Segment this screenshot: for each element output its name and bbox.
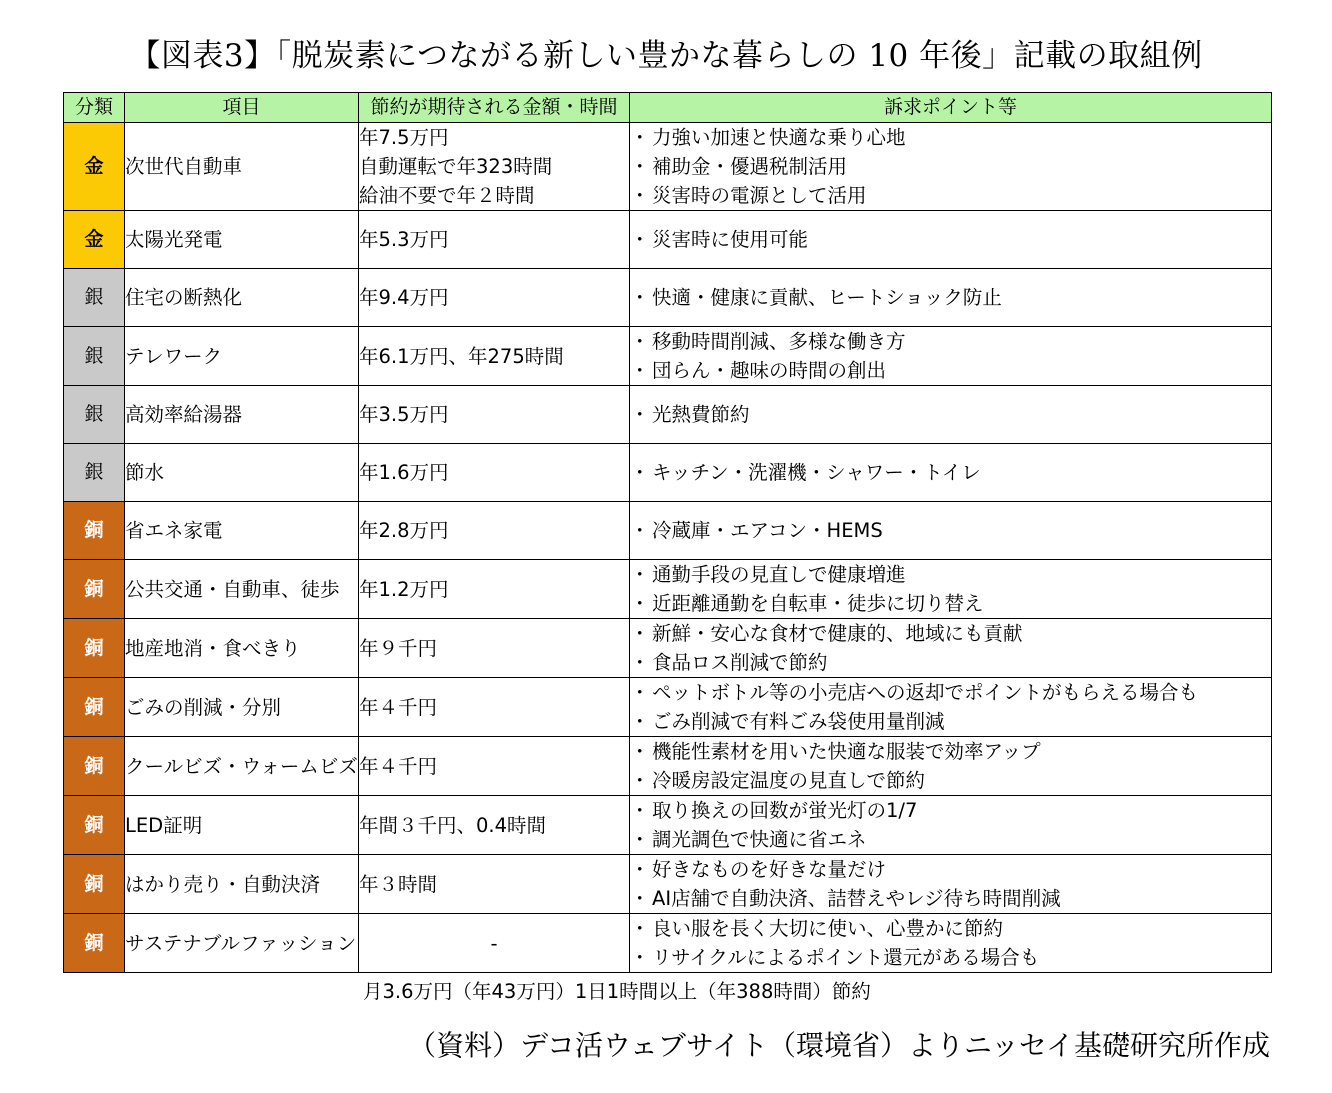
savings-summary: 月3.6万円（年43万円）1日1時間以上（年388時間）節約 bbox=[363, 980, 871, 1003]
bullet-icon: ・ bbox=[630, 563, 650, 586]
bullet-icon: ・ bbox=[630, 286, 650, 309]
table-row bbox=[64, 123, 1272, 211]
bullet-icon: ・ bbox=[630, 228, 650, 251]
amount-line: 年9.4万円 bbox=[359, 286, 449, 309]
table-row bbox=[64, 386, 1272, 444]
category-cell: 銅 bbox=[64, 678, 125, 737]
point-text: 冷蔵庫・エアコン・HEMS bbox=[652, 519, 883, 542]
point-line bbox=[630, 678, 1271, 707]
table-row bbox=[64, 619, 1272, 678]
point-line bbox=[630, 181, 1271, 210]
category-cell: 銅 bbox=[64, 855, 125, 914]
amount-cell bbox=[359, 796, 630, 855]
item-cell: 省エネ家電 bbox=[125, 502, 359, 560]
point-line bbox=[630, 225, 1271, 254]
point-text: ペットボトル等の小売店への返却でポイントがもらえる場合も bbox=[652, 681, 1199, 704]
point-line bbox=[630, 560, 1271, 589]
points-cell bbox=[630, 327, 1272, 386]
amount-line: 年1.6万円 bbox=[359, 461, 449, 484]
point-line bbox=[630, 619, 1271, 648]
header-category: 分類 bbox=[64, 93, 125, 123]
point-line bbox=[630, 884, 1271, 913]
bullet-icon: ・ bbox=[630, 461, 650, 484]
item-cell: 住宅の断熱化 bbox=[125, 269, 359, 327]
header-amount: 節約が期待される金額・時間 bbox=[359, 93, 630, 123]
point-text: AI店舗で自動決済、詰替えやレジ待ち時間削減 bbox=[652, 887, 1061, 910]
bullet-icon: ・ bbox=[630, 946, 650, 969]
item-cell: クールビズ・ウォームビズ bbox=[125, 737, 359, 796]
points-cell bbox=[630, 444, 1272, 502]
point-text: 新鮮・安心な食材で健康的、地域にも貢献 bbox=[652, 622, 1023, 645]
item-cell: テレワーク bbox=[125, 327, 359, 386]
point-line bbox=[630, 152, 1271, 181]
point-line bbox=[630, 283, 1271, 312]
bullet-icon: ・ bbox=[630, 828, 650, 851]
points-cell bbox=[630, 678, 1272, 737]
amount-line: 給油不要で年２時間 bbox=[359, 184, 535, 207]
amount-cell bbox=[359, 327, 630, 386]
bullet-icon: ・ bbox=[630, 622, 650, 645]
category-cell: 銅 bbox=[64, 502, 125, 560]
bullet-icon: ・ bbox=[630, 887, 650, 910]
points-cell bbox=[630, 269, 1272, 327]
table-row bbox=[64, 211, 1272, 269]
header-points: 訴求ポイント等 bbox=[630, 93, 1272, 123]
figure-title: 【図表3】「脱炭素につながる新しい豊かな暮らしの 10 年後」記載の取組例 bbox=[129, 38, 1203, 74]
amount-cell bbox=[359, 502, 630, 560]
initiatives-table bbox=[63, 92, 1272, 973]
point-text: 快適・健康に貢献、ヒートショック防止 bbox=[652, 286, 1002, 309]
item-cell: 高効率給湯器 bbox=[125, 386, 359, 444]
points-cell bbox=[630, 796, 1272, 855]
point-line bbox=[630, 914, 1271, 943]
amount-cell bbox=[359, 737, 630, 796]
item-cell: LED証明 bbox=[125, 796, 359, 855]
points-cell bbox=[630, 560, 1272, 619]
point-text: キッチン・洗濯機・シャワー・トイレ bbox=[652, 461, 981, 484]
points-cell bbox=[630, 123, 1272, 211]
amount-cell bbox=[359, 619, 630, 678]
point-text: 力強い加速と快適な乗り心地 bbox=[652, 126, 906, 149]
point-line bbox=[630, 356, 1271, 385]
point-text: 冷暖房設定温度の見直しで節約 bbox=[652, 769, 926, 792]
item-cell: 次世代自動車 bbox=[125, 123, 359, 211]
amount-cell bbox=[359, 855, 630, 914]
point-text: 食品ロス削減で節約 bbox=[652, 651, 828, 674]
amount-line: 年1.2万円 bbox=[359, 577, 449, 601]
point-text: 機能性素材を用いた快適な服装で効率アップ bbox=[652, 740, 1041, 763]
item-cell: 公共交通・自動車、徒歩 bbox=[125, 560, 359, 619]
amount-cell bbox=[359, 914, 630, 973]
points-cell bbox=[630, 914, 1272, 973]
bullet-icon: ・ bbox=[630, 155, 650, 178]
amount-cell bbox=[359, 444, 630, 502]
points-cell bbox=[630, 211, 1272, 269]
point-text: 好きなものを好きな量だけ bbox=[652, 858, 887, 881]
point-text: 災害時に使用可能 bbox=[652, 228, 809, 251]
bullet-icon: ・ bbox=[630, 330, 650, 353]
point-line bbox=[630, 458, 1271, 487]
points-cell bbox=[630, 386, 1272, 444]
point-line bbox=[630, 648, 1271, 677]
points-cell bbox=[630, 855, 1272, 914]
point-line bbox=[630, 855, 1271, 884]
source-note: （資料）デコ活ウェブサイト（環境省）よりニッセイ基礎研究所作成 bbox=[408, 1029, 1270, 1062]
bullet-icon: ・ bbox=[630, 592, 650, 615]
category-cell: 金 bbox=[64, 123, 125, 211]
bullet-icon: ・ bbox=[630, 799, 650, 822]
point-line bbox=[630, 825, 1271, 854]
amount-cell bbox=[359, 560, 630, 619]
point-text: 良い服を長く大切に使い、心豊かに節約 bbox=[652, 917, 1004, 940]
category-cell: 銅 bbox=[64, 560, 125, 619]
amount-cell bbox=[359, 211, 630, 269]
table-row bbox=[64, 327, 1272, 386]
point-line bbox=[630, 737, 1271, 766]
table-header-row bbox=[64, 93, 1272, 123]
amount-line: 年7.5万円 bbox=[359, 126, 449, 149]
amount-line: 年９千円 bbox=[359, 636, 438, 660]
bullet-icon: ・ bbox=[630, 769, 650, 792]
item-cell: 太陽光発電 bbox=[125, 211, 359, 269]
point-text: ごみ削減で有料ごみ袋使用量削減 bbox=[652, 710, 945, 733]
table-row bbox=[64, 444, 1272, 502]
category-cell: 銅 bbox=[64, 619, 125, 678]
table-row bbox=[64, 269, 1272, 327]
item-cell: サステナブルファッション bbox=[125, 914, 359, 973]
point-text: 近距離通勤を自転車・徒歩に切り替え bbox=[652, 592, 984, 615]
points-cell bbox=[630, 619, 1272, 678]
item-cell: ごみの削減・分別 bbox=[125, 678, 359, 737]
table-row bbox=[64, 855, 1272, 914]
amount-line: 自動運転で年323時間 bbox=[359, 155, 553, 178]
amount-line: 年2.8万円 bbox=[359, 519, 449, 542]
category-cell: 金 bbox=[64, 211, 125, 269]
amount-line: 年6.1万円、年275時間 bbox=[359, 344, 564, 368]
category-cell: 銅 bbox=[64, 796, 125, 855]
amount-cell bbox=[359, 386, 630, 444]
bullet-icon: ・ bbox=[630, 651, 650, 674]
item-cell: 節水 bbox=[125, 444, 359, 502]
point-text: 調光調色で快適に省エネ bbox=[652, 828, 867, 851]
header-item: 項目 bbox=[125, 93, 359, 123]
bullet-icon: ・ bbox=[630, 917, 650, 940]
point-text: 団らん・趣味の時間の創出 bbox=[652, 359, 887, 382]
bullet-icon: ・ bbox=[630, 681, 650, 704]
table-row bbox=[64, 678, 1272, 737]
bullet-icon: ・ bbox=[630, 858, 650, 881]
points-cell bbox=[630, 502, 1272, 560]
table-row bbox=[64, 560, 1272, 619]
amount-line: 年5.3万円 bbox=[359, 228, 449, 251]
category-cell: 銅 bbox=[64, 914, 125, 973]
table-row bbox=[64, 502, 1272, 560]
point-text: リサイクルによるポイント還元がある場合も bbox=[652, 946, 1040, 969]
point-text: 光熱費節約 bbox=[652, 403, 750, 426]
amount-line: 年３時間 bbox=[359, 872, 438, 896]
bullet-icon: ・ bbox=[630, 519, 650, 542]
amount-line: - bbox=[490, 931, 498, 955]
point-line bbox=[630, 327, 1271, 356]
point-text: 移動時間削減、多様な働き方 bbox=[652, 330, 906, 353]
amount-cell bbox=[359, 269, 630, 327]
point-line bbox=[630, 516, 1271, 545]
table-row bbox=[64, 737, 1272, 796]
bullet-icon: ・ bbox=[630, 126, 650, 149]
bullet-icon: ・ bbox=[630, 740, 650, 763]
bullet-icon: ・ bbox=[630, 403, 650, 426]
amount-line: 年間３千円、0.4時間 bbox=[359, 813, 547, 837]
point-text: 災害時の電源として活用 bbox=[652, 184, 867, 207]
bullet-icon: ・ bbox=[630, 710, 650, 733]
amount-line: 年４千円 bbox=[359, 754, 438, 778]
item-cell: はかり売り・自動決済 bbox=[125, 855, 359, 914]
amount-cell bbox=[359, 123, 630, 211]
category-cell: 銀 bbox=[64, 327, 125, 386]
category-cell: 銀 bbox=[64, 269, 125, 327]
point-line bbox=[630, 707, 1271, 736]
amount-line: 年４千円 bbox=[359, 695, 438, 719]
point-text: 補助金・優遇税制活用 bbox=[652, 155, 848, 178]
point-line bbox=[630, 123, 1271, 152]
category-cell: 銀 bbox=[64, 444, 125, 502]
table-body bbox=[64, 123, 1272, 973]
point-line bbox=[630, 943, 1271, 972]
bullet-icon: ・ bbox=[630, 359, 650, 382]
amount-line: 年3.5万円 bbox=[359, 403, 449, 426]
point-line bbox=[630, 400, 1271, 429]
point-text: 通勤手段の見直しで健康増進 bbox=[652, 563, 906, 586]
point-line bbox=[630, 796, 1271, 825]
point-line bbox=[630, 589, 1271, 618]
category-cell: 銅 bbox=[64, 737, 125, 796]
bullet-icon: ・ bbox=[630, 184, 650, 207]
category-cell: 銀 bbox=[64, 386, 125, 444]
item-cell: 地産地消・食べきり bbox=[125, 619, 359, 678]
points-cell bbox=[630, 737, 1272, 796]
table-row bbox=[64, 914, 1272, 973]
amount-cell bbox=[359, 678, 630, 737]
point-text: 取り換えの回数が蛍光灯の1/7 bbox=[652, 799, 918, 822]
table-row bbox=[64, 796, 1272, 855]
point-line bbox=[630, 766, 1271, 795]
